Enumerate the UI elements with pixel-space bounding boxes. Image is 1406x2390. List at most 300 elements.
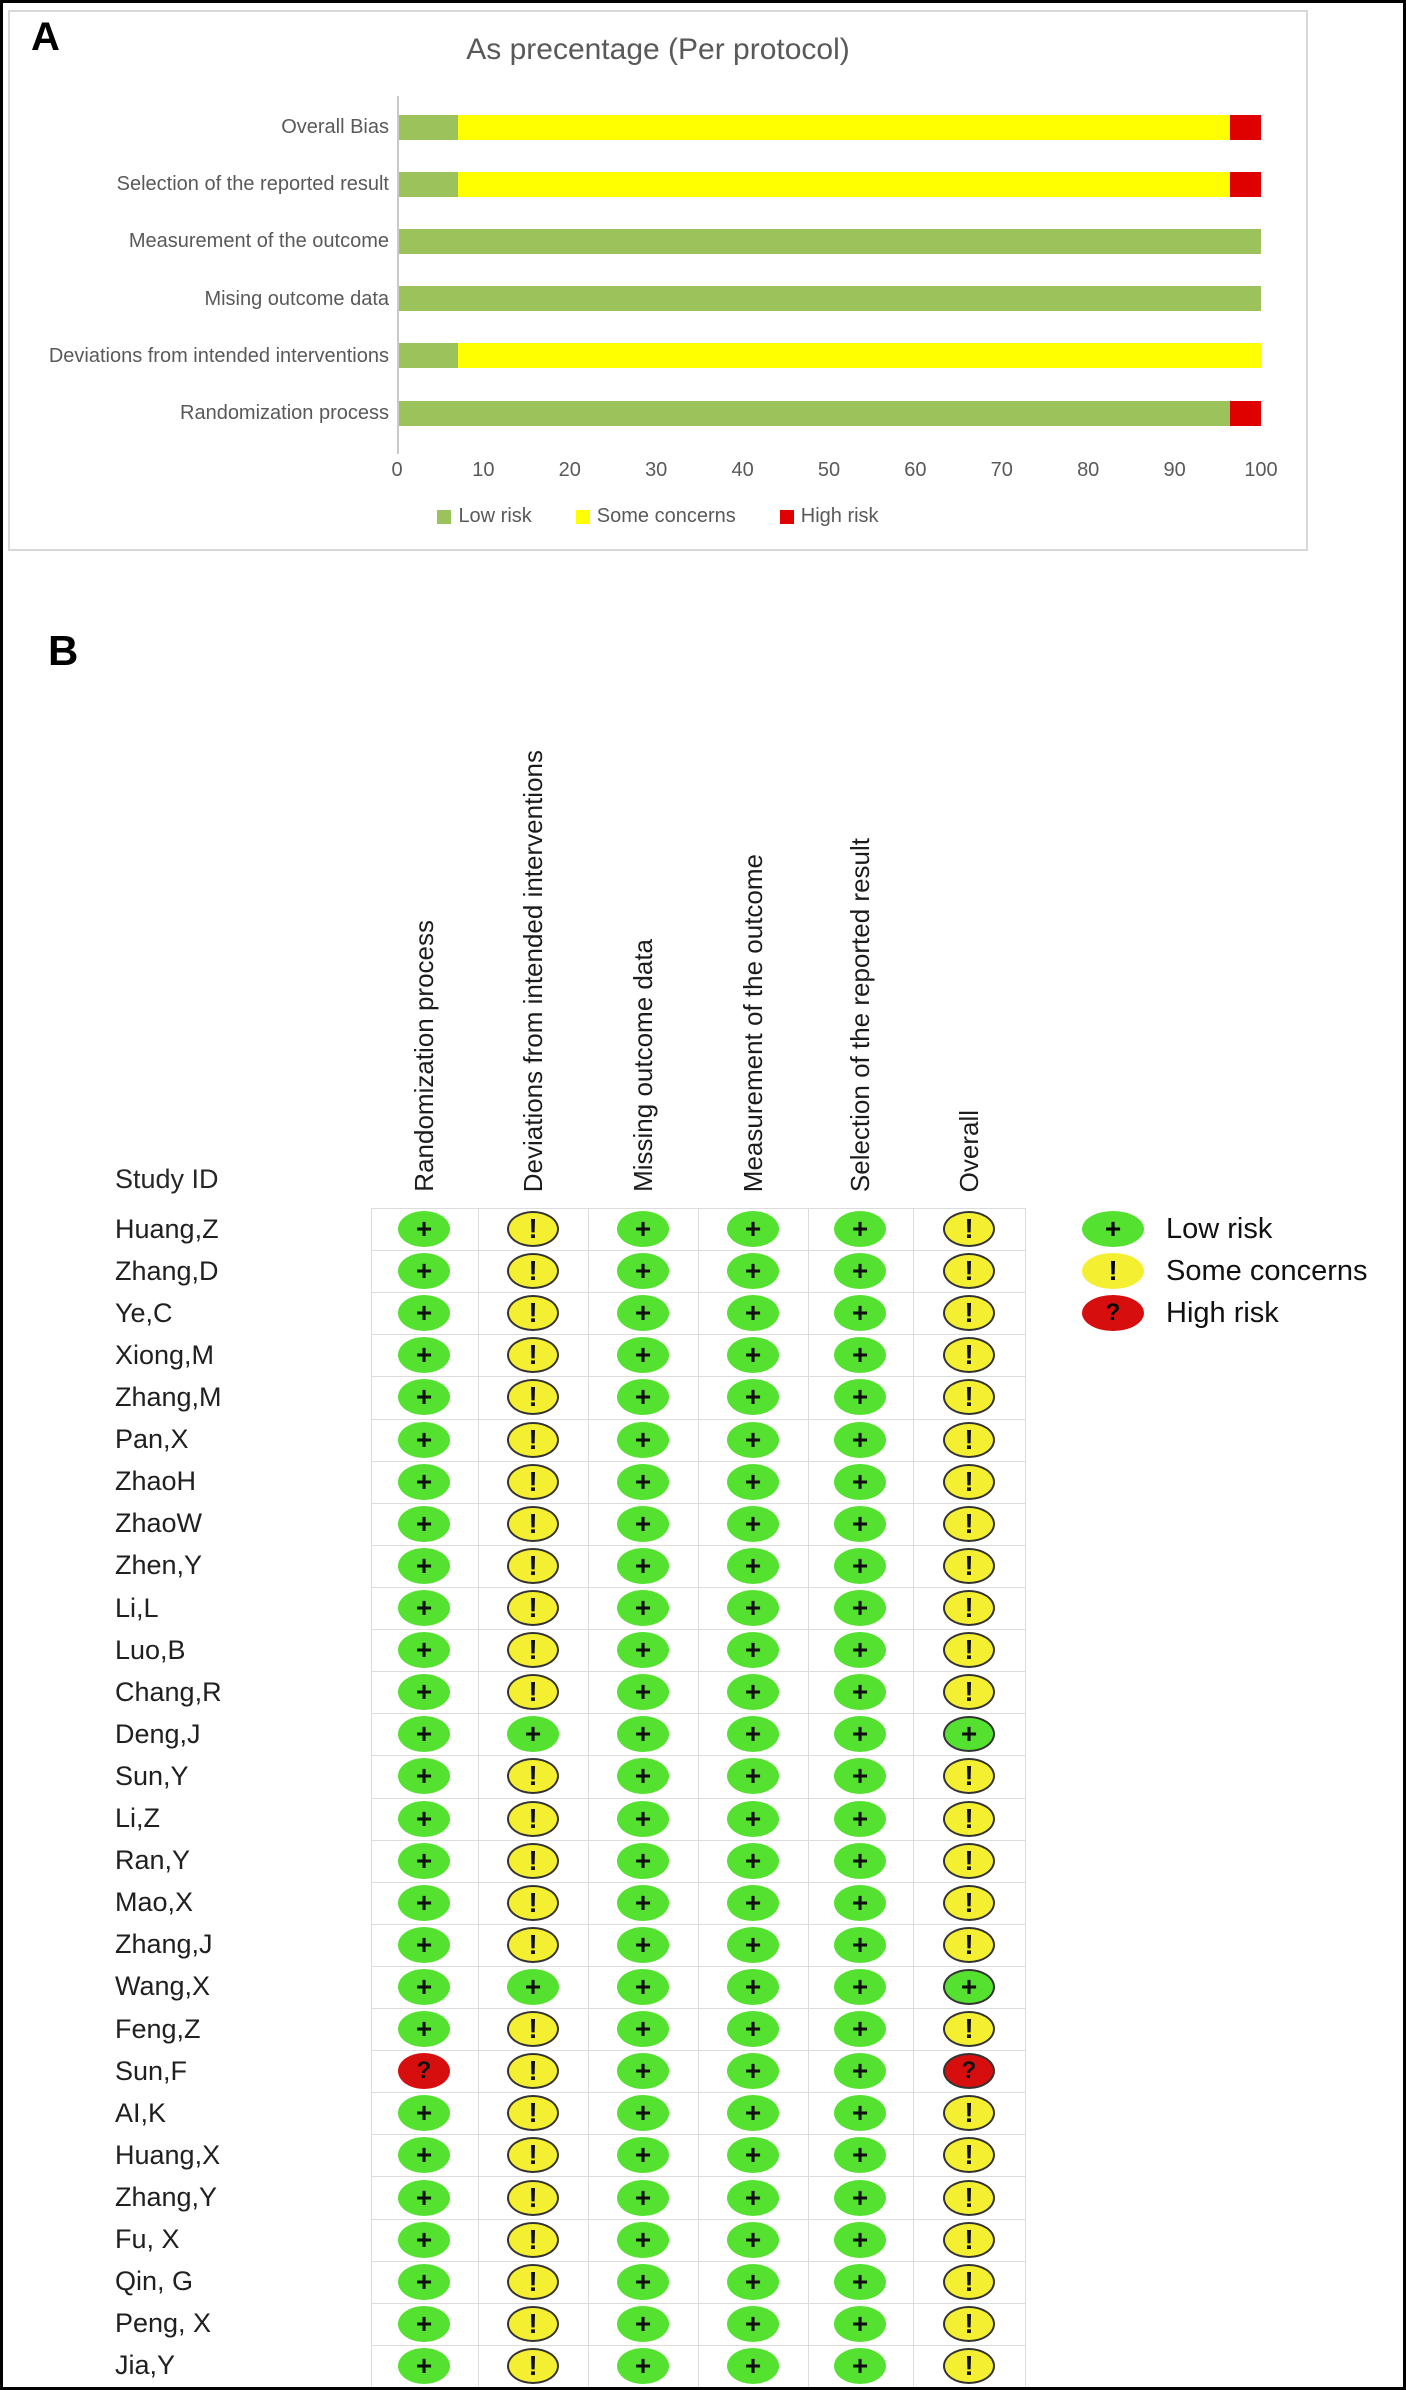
low-symbol: + [415, 2013, 433, 2045]
grid-line-horizontal [371, 2050, 1025, 2051]
rating-dot-some [943, 1843, 995, 1879]
rating-dot-low [727, 1674, 779, 1710]
rating-dot-some [943, 1506, 995, 1542]
rating-dot-low [398, 2306, 450, 2342]
low-symbol: + [415, 1844, 433, 1876]
low-symbol: + [415, 2097, 433, 2129]
rating-dot-low [617, 2180, 669, 2216]
some-symbol: ! [964, 2223, 974, 2255]
low-symbol: + [744, 1423, 762, 1455]
some-symbol: ! [528, 2055, 538, 2087]
low-symbol: + [851, 1634, 869, 1666]
rating-dot-some [507, 1295, 559, 1331]
low-symbol: + [960, 1718, 978, 1750]
low-symbol: + [744, 1297, 762, 1329]
legend-label: Some concerns [596, 505, 736, 527]
low-symbol: + [634, 2097, 652, 2129]
rating-dot-low [617, 2222, 669, 2258]
rating-dot-low [398, 1758, 450, 1794]
grid-line-horizontal [371, 1755, 1025, 1756]
low-symbol: + [634, 1760, 652, 1792]
low-symbol: + [744, 1928, 762, 1960]
x-tick-label: 10 [472, 459, 495, 481]
low-symbol: + [634, 1718, 652, 1750]
low-symbol: + [415, 1592, 433, 1624]
low-symbol: + [415, 1465, 433, 1497]
study-id: Sun,F [115, 2055, 188, 2086]
rating-dot-some [507, 1253, 559, 1289]
study-id: AI,K [115, 2097, 167, 2128]
grid-line-horizontal [371, 1376, 1025, 1377]
low-symbol: + [851, 1676, 869, 1708]
low-symbol: + [634, 1507, 652, 1539]
some-symbol: ! [528, 2265, 538, 2297]
bar-segment-low [397, 286, 1261, 311]
rating-dot-low [398, 1969, 450, 2005]
study-id: Zhang,Y [115, 2182, 218, 2212]
study-id: Li,L [115, 1592, 159, 1623]
grid-line-horizontal [371, 1798, 1025, 1799]
low-symbol: + [634, 2013, 652, 2045]
rating-dot-low [834, 1758, 886, 1794]
rating-dot-low [398, 1590, 450, 1626]
some-symbol: ! [964, 2181, 974, 2213]
low-symbol: + [744, 2055, 762, 2087]
some-symbol: ! [964, 1676, 974, 1708]
rating-dot-low [727, 1506, 779, 1542]
some-symbol: ! [528, 1760, 538, 1792]
grid-line-horizontal [371, 1334, 1025, 1335]
some-symbol: ! [964, 1423, 974, 1455]
low-symbol: + [744, 2139, 762, 2171]
rating-dot-low [834, 2137, 886, 2173]
rating-dot-some [943, 2222, 995, 2258]
low-symbol: + [851, 1802, 869, 1834]
some-symbol: ! [528, 2139, 538, 2171]
rating-dot-some [943, 1253, 995, 1289]
rating-dot-low [507, 1716, 559, 1752]
low-symbol: + [851, 1339, 869, 1371]
grid-line-horizontal [371, 1250, 1025, 1251]
rating-dot-some [507, 1211, 559, 1247]
rating-dot-some [507, 1927, 559, 1963]
low-symbol: + [851, 2055, 869, 2087]
low-symbol: + [634, 2349, 652, 2381]
column-header: Missing outcome data [628, 939, 658, 1192]
rating-dot-high [398, 2053, 450, 2089]
low-symbol: + [744, 1213, 762, 1245]
rating-dot-low [834, 2222, 886, 2258]
study-id: Mao,X [115, 1887, 194, 1918]
x-tick-label: 30 [645, 459, 668, 481]
low-symbol: + [851, 2139, 869, 2171]
study-id: Chang,R [115, 1676, 222, 1707]
some-symbol: ! [528, 2307, 538, 2339]
low-symbol: + [851, 1592, 869, 1624]
grid-line-horizontal [371, 1587, 1025, 1588]
low-symbol: + [415, 2139, 433, 2171]
some-symbol: ! [528, 1381, 538, 1413]
rating-dot-low [727, 2053, 779, 2089]
rating-dot-low [617, 1885, 669, 1921]
study-id: Huang,X [115, 2139, 221, 2170]
low-symbol: + [851, 1844, 869, 1876]
table-legend-dot-high [1082, 1295, 1144, 1331]
some-symbol: ! [964, 1213, 974, 1245]
rating-dot-some [507, 2348, 559, 2384]
rating-dot-some [507, 2137, 559, 2173]
grid-line-horizontal [371, 2134, 1025, 2135]
grid-line-horizontal [371, 2303, 1025, 2304]
column-header: Deviations from intended interventions [518, 749, 548, 1192]
legend-swatch-some [576, 510, 590, 524]
category-label: Overall Bias [281, 116, 389, 138]
rating-dot-low [617, 1758, 669, 1794]
low-symbol: + [744, 2013, 762, 2045]
some-symbol: ! [528, 2181, 538, 2213]
bar-segment-some [458, 115, 1230, 140]
rating-dot-low [727, 2180, 779, 2216]
grid-line-horizontal [371, 2345, 1025, 2346]
some-symbol: ! [528, 1928, 538, 1960]
category-label: Randomization process [180, 402, 389, 424]
low-symbol: + [744, 2265, 762, 2297]
study-id: Pan,X [115, 1424, 189, 1455]
rating-dot-low [727, 2011, 779, 2047]
rating-dot-some [507, 1632, 559, 1668]
low-symbol: + [851, 1970, 869, 2002]
rating-dot-high [943, 2053, 995, 2089]
study-id: Zhang,M [115, 1381, 222, 1412]
rating-dot-some [507, 1337, 559, 1373]
legend-label: Low risk [458, 505, 532, 527]
x-tick-label: 60 [904, 459, 927, 481]
rating-dot-some [943, 1801, 995, 1837]
y-axis-line [397, 96, 399, 454]
low-symbol: + [744, 1381, 762, 1413]
rating-dot-low [834, 1379, 886, 1415]
x-tick-label: 20 [558, 459, 581, 481]
rating-dot-low [617, 1295, 669, 1331]
rating-dot-some [943, 1337, 995, 1373]
low-symbol: + [744, 1844, 762, 1876]
some-symbol: ! [528, 1297, 538, 1329]
rating-dot-low [727, 1295, 779, 1331]
rating-dot-some [507, 2264, 559, 2300]
low-symbol: + [415, 1549, 433, 1581]
low-symbol: + [744, 1592, 762, 1624]
some-symbol: ! [528, 1507, 538, 1539]
bar-segment-high [1230, 401, 1261, 426]
grid-line-horizontal [371, 2261, 1025, 2262]
rating-dot-low [398, 2180, 450, 2216]
rating-dot-low [727, 1422, 779, 1458]
rating-dot-low [398, 1253, 450, 1289]
some-symbol: ! [964, 1507, 974, 1539]
some-symbol: ! [964, 1928, 974, 1960]
low-symbol: + [634, 1465, 652, 1497]
rating-dot-low [398, 2222, 450, 2258]
low-symbol: + [744, 1718, 762, 1750]
low-symbol: + [634, 1549, 652, 1581]
low-symbol: + [744, 1676, 762, 1708]
grid-line-horizontal [371, 1671, 1025, 1672]
low-symbol: + [415, 1255, 433, 1287]
high-symbol: ? [961, 2057, 977, 2085]
rating-dot-low [834, 1590, 886, 1626]
study-id: Peng, X [115, 2308, 212, 2339]
rating-dot-some [943, 1590, 995, 1626]
low-symbol: + [851, 1423, 869, 1455]
some-symbol: ! [964, 2139, 974, 2171]
rating-dot-some [943, 1379, 995, 1415]
some-symbol: ! [964, 1592, 974, 1624]
grid-line-horizontal [371, 1882, 1025, 1883]
low-symbol: + [634, 1381, 652, 1413]
rating-dot-low [617, 1801, 669, 1837]
study-id: Li,Z [115, 1803, 161, 1834]
rating-dot-some [943, 2180, 995, 2216]
rating-dot-low [727, 1801, 779, 1837]
rating-dot-low [617, 1590, 669, 1626]
some-symbol: ! [528, 2223, 538, 2255]
study-id: Zhen,Y [115, 1550, 203, 1581]
rating-dot-low [834, 1464, 886, 1500]
low-symbol: + [634, 1676, 652, 1708]
rating-dot-low [727, 1253, 779, 1289]
rating-dot-low [834, 1295, 886, 1331]
rating-dot-low [834, 1211, 886, 1247]
x-tick-label: 40 [731, 459, 754, 481]
panel-b-label: B [48, 627, 79, 674]
rating-dot-low [398, 1295, 450, 1331]
some-symbol: ! [528, 1465, 538, 1497]
rating-dot-low [727, 1632, 779, 1668]
low-symbol: + [744, 2181, 762, 2213]
rating-dot-low [617, 1674, 669, 1710]
grid-line-horizontal [371, 2092, 1025, 2093]
bar-segment-high [1230, 172, 1261, 197]
rating-dot-some [507, 1379, 559, 1415]
grid-line-horizontal [371, 2219, 1025, 2220]
grid-line-vertical [1025, 1208, 1026, 2387]
grid-line-horizontal [371, 1545, 1025, 1546]
category-label: Mising outcome data [204, 287, 389, 310]
low-symbol: + [415, 1423, 433, 1455]
column-header: Measurement of the outcome [738, 853, 768, 1192]
rating-dot-some [507, 1843, 559, 1879]
rating-dot-some [943, 2306, 995, 2342]
low-symbol: + [744, 2307, 762, 2339]
rating-dot-low [834, 2053, 886, 2089]
low-symbol: + [851, 2307, 869, 2339]
grid-line-horizontal [371, 1713, 1025, 1714]
rating-dot-low [398, 1843, 450, 1879]
rating-dot-low [727, 1464, 779, 1500]
rating-dot-low [727, 1969, 779, 2005]
rating-dot-some [507, 2053, 559, 2089]
rating-dot-low [398, 1674, 450, 1710]
rating-dot-some [943, 1464, 995, 1500]
some-symbol: ! [964, 2307, 974, 2339]
rating-dot-low [834, 2180, 886, 2216]
rating-dot-some [943, 1927, 995, 1963]
rating-dot-low [943, 1716, 995, 1752]
some-symbol: ! [964, 1760, 974, 1792]
rating-dot-low [834, 2306, 886, 2342]
low-symbol: + [960, 1970, 978, 2002]
low-symbol: + [744, 1970, 762, 2002]
low-symbol: + [851, 2097, 869, 2129]
low-symbol: + [851, 1760, 869, 1792]
rating-dot-some [943, 1295, 995, 1331]
rating-dot-low [398, 1379, 450, 1415]
some-symbol: ! [964, 1297, 974, 1329]
rating-dot-some [943, 2348, 995, 2384]
rating-dot-low [398, 1548, 450, 1584]
some-symbol: ! [964, 1255, 974, 1287]
low-symbol: + [851, 1297, 869, 1329]
grid-line-horizontal [371, 1419, 1025, 1420]
rating-dot-low [727, 2348, 779, 2384]
rating-dot-some [943, 1758, 995, 1794]
rating-dot-low [834, 1253, 886, 1289]
table-legend-label: Low risk [1166, 1213, 1273, 1245]
low-symbol: + [634, 1886, 652, 1918]
low-symbol: + [851, 1213, 869, 1245]
study-id: Jia,Y [115, 2350, 176, 2381]
chart-title: As precentage (Per protocol) [466, 33, 850, 66]
rating-dot-some [943, 2011, 995, 2047]
some-symbol: ! [528, 1549, 538, 1581]
low-symbol: + [634, 1297, 652, 1329]
some-symbol: ! [528, 1213, 538, 1245]
high-symbol: ? [416, 2057, 432, 2085]
rating-dot-low [617, 1464, 669, 1500]
x-tick-label: 90 [1163, 459, 1186, 481]
rating-dot-low [617, 1337, 669, 1373]
bar-segment-some [458, 343, 1261, 368]
rating-dot-low [617, 1969, 669, 2005]
category-label: Deviations from intended interventions [48, 344, 389, 367]
low-symbol: + [415, 1381, 433, 1413]
some-symbol: ! [528, 2349, 538, 2381]
rating-dot-low [617, 2264, 669, 2300]
rating-dot-low [617, 1927, 669, 1963]
low-symbol: + [524, 1718, 542, 1750]
grid-line-horizontal [371, 2176, 1025, 2177]
rating-dot-low [398, 1506, 450, 1542]
rating-dot-low [398, 1632, 450, 1668]
study-id: Deng,J [115, 1718, 201, 1749]
low-symbol: + [634, 1339, 652, 1371]
some-symbol: ! [964, 1465, 974, 1497]
low-symbol: + [851, 1507, 869, 1539]
table-legend-dot-some [1082, 1253, 1144, 1289]
rating-dot-some [943, 1211, 995, 1247]
low-symbol: + [851, 1549, 869, 1581]
low-symbol: + [634, 1928, 652, 1960]
table-legend-label: High risk [1166, 1297, 1279, 1329]
rating-dot-some [943, 1885, 995, 1921]
rating-dot-low [834, 1422, 886, 1458]
column-header: Randomization process [409, 920, 439, 1192]
rating-dot-low [398, 2095, 450, 2131]
rating-dot-low [727, 1590, 779, 1626]
rating-dot-low [398, 1464, 450, 1500]
grid-line-horizontal [371, 1966, 1025, 1967]
some-symbol: ! [964, 1339, 974, 1371]
rating-dot-low [834, 1674, 886, 1710]
some-symbol: ! [964, 1549, 974, 1581]
rating-dot-low [617, 1716, 669, 1752]
low-symbol: + [415, 2181, 433, 2213]
rating-dot-some [943, 2137, 995, 2173]
rating-dot-some [507, 2180, 559, 2216]
low-symbol: + [415, 1928, 433, 1960]
some-symbol: ! [964, 2349, 974, 2381]
rating-dot-low [727, 2306, 779, 2342]
rating-dot-low [834, 1632, 886, 1668]
study-id: Xiong,M [115, 1339, 215, 1370]
low-symbol: + [851, 1255, 869, 1287]
rating-dot-some [507, 1801, 559, 1837]
grid-line-horizontal [371, 1292, 1025, 1293]
some-symbol: ! [528, 1423, 538, 1455]
low-symbol: + [415, 1339, 433, 1371]
low-symbol: + [415, 1634, 433, 1666]
rating-dot-some [507, 1548, 559, 1584]
x-tick-label: 80 [1077, 459, 1100, 481]
some-symbol: ! [964, 1381, 974, 1413]
study-id: ZhaoH [115, 1466, 197, 1497]
rating-dot-low [617, 1211, 669, 1247]
legend-item-some [576, 505, 736, 528]
study-id: Feng,Z [115, 2013, 201, 2044]
low-symbol: + [634, 1970, 652, 2002]
bar-segment-low [397, 401, 1230, 426]
study-id: Huang,Z [115, 1213, 219, 1244]
table-legend-dot-low [1082, 1211, 1144, 1247]
bar-segment-low [397, 343, 458, 368]
low-symbol: + [415, 2223, 433, 2255]
bar-segment-some [458, 172, 1230, 197]
low-symbol: + [744, 1760, 762, 1792]
rating-dot-low [617, 1422, 669, 1458]
bar-segment-high [1230, 115, 1261, 140]
rating-dot-some [507, 2095, 559, 2131]
low-symbol: + [634, 1423, 652, 1455]
legend-swatch-high [780, 510, 794, 524]
rating-dot-some [943, 2264, 995, 2300]
study-id: ZhaoW [115, 1508, 203, 1539]
low-symbol: + [415, 1802, 433, 1834]
low-symbol: + [744, 1465, 762, 1497]
rating-dot-low [398, 1885, 450, 1921]
rating-dot-some [943, 1548, 995, 1584]
low-symbol: + [634, 1802, 652, 1834]
column-header: Selection of the reported result [845, 837, 875, 1192]
bar-segment-low [397, 229, 1261, 254]
rating-dot-some [507, 1885, 559, 1921]
rating-dot-some [507, 1590, 559, 1626]
grid-line-horizontal [371, 1924, 1025, 1925]
low-symbol: + [415, 1718, 433, 1750]
some-symbol: ! [964, 1886, 974, 1918]
legend-item-high [780, 505, 879, 528]
rating-dot-low [834, 2095, 886, 2131]
some-symbol: ! [528, 2013, 538, 2045]
